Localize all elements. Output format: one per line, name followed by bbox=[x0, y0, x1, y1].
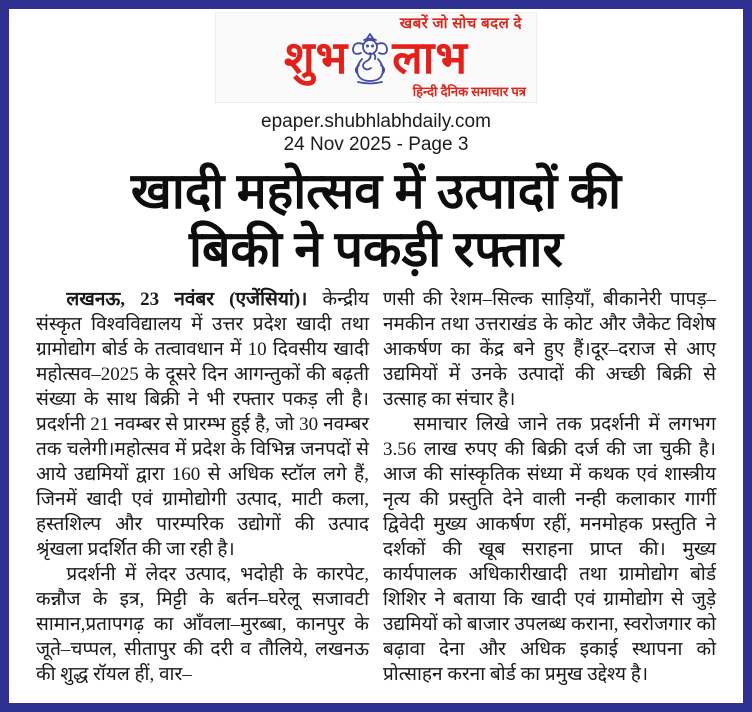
headline-line-2: बिकी ने पकड़ी रफ्तार bbox=[189, 221, 563, 277]
masthead-tagline: खबरें जो सोच बदल दे bbox=[399, 16, 522, 32]
newspaper-masthead bbox=[215, 12, 537, 103]
epaper-url: epaper.shubhlabhdaily.com bbox=[261, 111, 491, 132]
site-info bbox=[9, 110, 743, 156]
masthead-subtitle: हिन्दी दैनिक समाचार पत्र bbox=[412, 84, 526, 99]
right-paragraph-1: णसी की रेशम–सिल्क साड़ियाँ, बीकानेरी पापड़–नमकीन तथा उत्तराखंड के कोट और जैकेट विशेष आकर्षण का केंद्र बने हुए हैं।दूर–दराज से आए उद्यमियों में उनके उत्पादों की अच्छी बिक्री से उत्साह का संचार है। bbox=[383, 289, 716, 410]
logo-word-left: शुभ bbox=[283, 33, 349, 83]
right-column bbox=[383, 287, 716, 687]
left-paragraph-1 bbox=[36, 287, 369, 562]
left-paragraph-1-text: केन्द्रीय संस्कृत विश्वविद्यालय में उत्तर प्रदेश खादी तथा ग्रामोद्योग बोर्ड के तत्वावधान में 10 दिवसीय खादी महोत्सव–2025 के दूसरे दिन आगन्तुकों की बढ़ती संख्या के साथ बिक्री ने भी रफ्तार पकड़ ली है। प्रदर्शनी 21 नवम्बर से प्रारम्भ हुई है, जो 30 नवम्बर तक चलेगी।महोत्सव में प्रदेश के विभिन्न जनपदों से आये उद्यमियों द्वारा 160 से अधिक स्टॉल लगे हैं, जिनमें खादी एवं ग्रामोद्योगी उत्पाद, माटी कला, हस्तशिल्प और पारम्परिक उद्योगों की उत्पाद श्रृंखला प्रदर्शित की जा रही है। bbox=[36, 289, 370, 560]
article-body bbox=[9, 278, 743, 687]
headline-line-1: खादी महोत्सव में उत्पादों की bbox=[130, 163, 622, 219]
newspaper-logo bbox=[224, 31, 528, 85]
logo-word-right: लाभ bbox=[392, 33, 469, 83]
date-page-label: 24 Nov 2025 - Page 3 bbox=[283, 134, 469, 155]
dateline: लखनऊ, 23 नवंबर (एजेंसियां)। bbox=[66, 289, 308, 310]
article-headline bbox=[9, 162, 743, 278]
right-paragraph-2: समाचार लिखे जाने तक प्रदर्शनी में लगभग 3.56 लाख रुपए की बिक्री दर्ज की जा चुकी है।आज की सांस्कृतिक संध्या में कथक एवं शास्त्रीय नृत्य की प्रस्तुति देने वाली नन्ही कलाकार गार्गी द्विवेदी मुख्य आकर्षण रहीं, मनमोहक प्रस्तुति ने दर्शकों की खूब सराहना प्राप्त की। मुख्य कार्यपालक अधिकारीखादी तथा ग्रामोद्योग बोर्ड शिशिर ने बताया कि खादी एवं ग्रामोद्योग से जुड़े उद्यमियों को बाजार उपलब्ध कराना, स्वरोजगार को बढ़ावा देना और अधिक इकाई स्थापना को प्रोत्साहन करना बोर्ड का प्रमुख उद्देश्य है। bbox=[383, 414, 716, 685]
left-column bbox=[36, 287, 369, 687]
ganesh-icon bbox=[349, 31, 391, 85]
left-paragraph-2: प्रदर्शनी में लेदर उत्पाद, भदोही के कारपेट, कन्नौज के इत्र, मिट्टी के बर्तन–घरेलू सजावटी सामान,प्रतापगढ़ का आँवला–मुरब्बा, कानपुर के जूते–चप्पल, सीतापुर की दरी व तौलिये, लखनऊ की शुद्ध रॉयल हीं, वार– bbox=[36, 564, 369, 685]
